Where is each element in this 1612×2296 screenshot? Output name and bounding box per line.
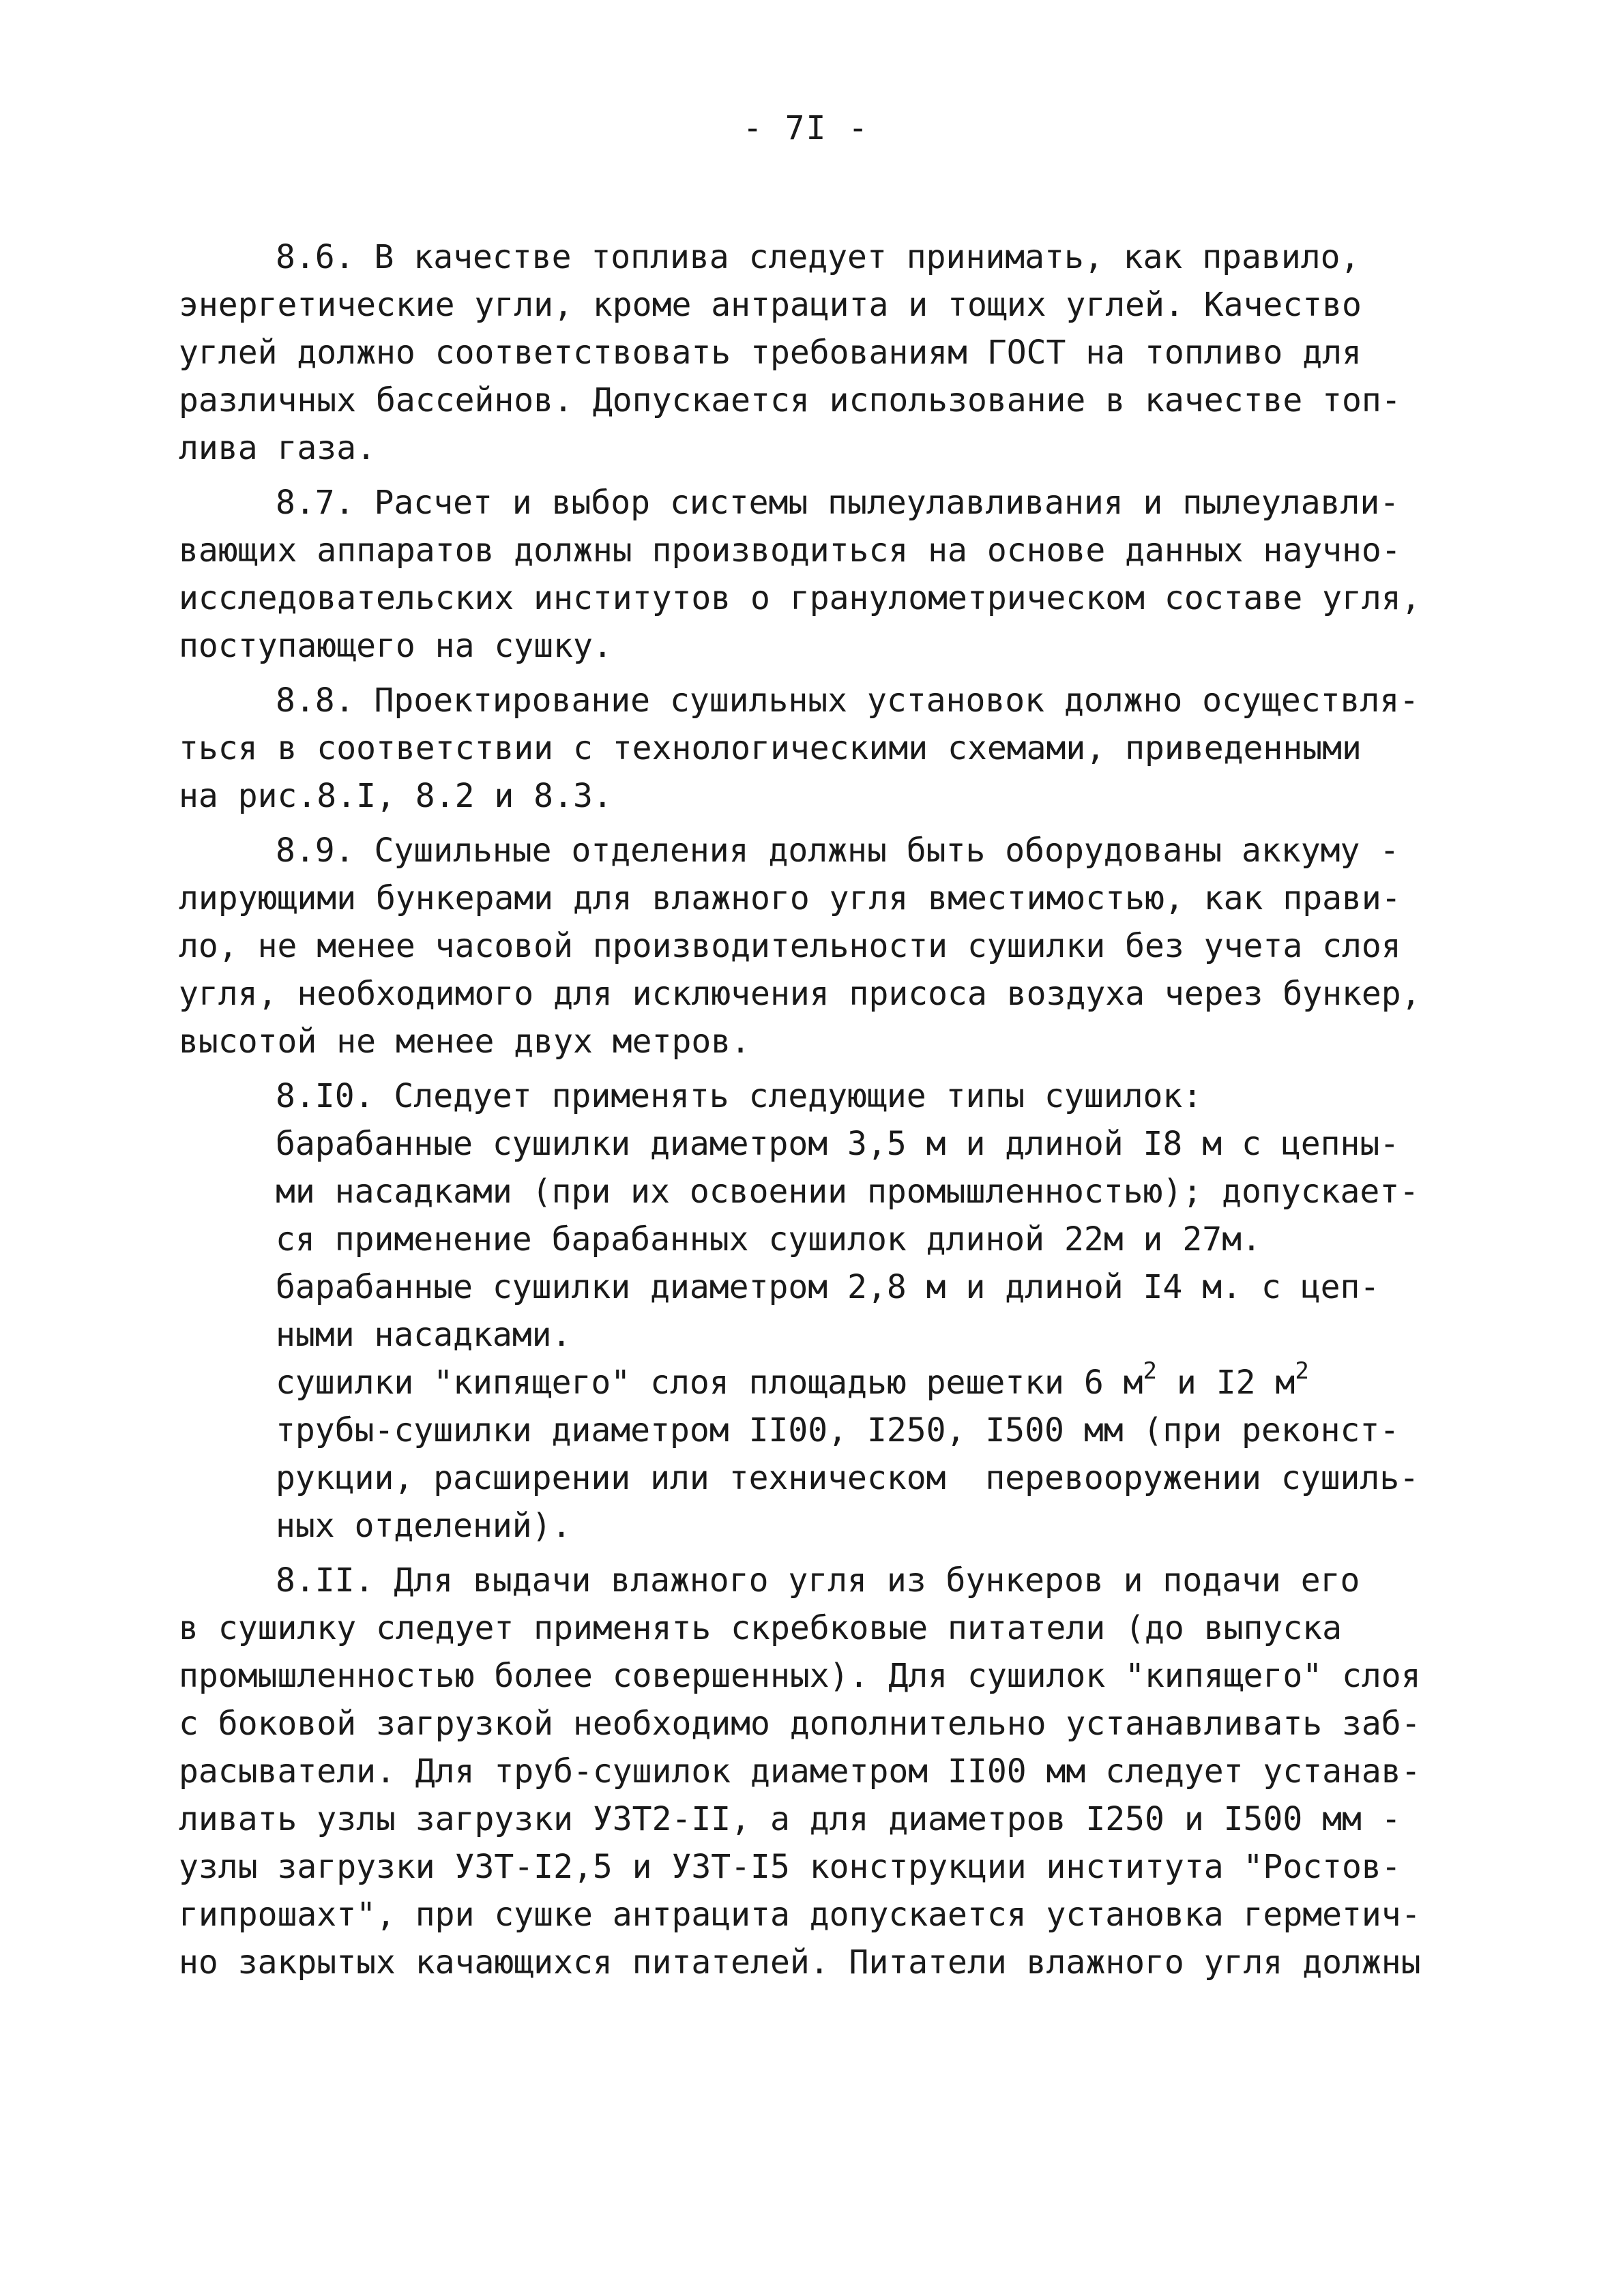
text-line: 8.7. Расчет и выбор системы пылеулавливания и пылеулавли- [276, 484, 1400, 522]
text-line: угля, необходимого для исключения присоса воздуха через бункер, [179, 975, 1421, 1013]
text-line: 8.8. Проектирование сушильных установок должно осуществля- [276, 681, 1420, 720]
text-line: ться в соответствии с технологическими схемами, приведенными [179, 729, 1362, 767]
text-line: ся применение барабанных сушилок длиной 22м и 27м. [276, 1220, 1261, 1259]
text-line: различных бассейнов. Допускается использование в качестве топ- [179, 381, 1401, 420]
text-line: барабанные сушилки диаметром 2,8 м и длиной I4 м. с цеп- [276, 1268, 1380, 1306]
page-number: - 7I - [742, 109, 870, 147]
text-line: трубы-сушилки диаметром II00, I250, I500 мм (при реконст- [276, 1411, 1400, 1449]
superscript: 2 [1295, 1357, 1309, 1385]
text-line: поступающего на сушку. [179, 627, 613, 665]
text-line: промышленностью более совершенных). Для сушилок "кипящего" слоя [179, 1657, 1421, 1695]
text-line: исследовательских институтов о гранулометрическом составе угля, [179, 579, 1421, 617]
text-line: узлы загрузки УЗТ-I2,5 и УЗТ-I5 конструкции института "Ростов- [179, 1848, 1401, 1886]
text-line: 8.II. Для выдачи влажного угля из бункеров и подачи его [276, 1561, 1360, 1600]
text-line: с боковой загрузкой необходимо дополнительно устанавливать заб- [179, 1705, 1421, 1743]
text-line: но закрытых качающихся питателей. Питатели влажного угля должны [179, 1943, 1421, 1982]
text-segment: сушилки "кипящего" слоя площадью решетки 6 м [276, 1364, 1143, 1402]
text-line: рукции, расширении или техническом перевооружении сушиль- [276, 1459, 1420, 1497]
text-line: 8.I0. Следует применять следующие типы сушилок: [276, 1077, 1203, 1115]
text-line: ливать узлы загрузки УЗТ2-II, а для диаметров I250 и I500 мм - [179, 1800, 1401, 1838]
text-segment: и I2 м [1157, 1364, 1295, 1402]
text-line: лирующими бункерами для влажного угля вместимостью, как прави- [179, 879, 1401, 917]
text-line: ло, не менее часовой производительности сушилки без учета слоя [179, 927, 1401, 965]
text-line: ми насадками (при их освоении промышленностью); допускает- [276, 1173, 1420, 1211]
text-line: вающих аппаратов должны производиться на основе данных научно- [179, 531, 1401, 570]
text-line: 8.9. Сушильные отделения должны быть оборудованы аккуму - [276, 831, 1400, 870]
text-line: гипрошахт", при сушке антрацита допускается установка герметич- [179, 1896, 1421, 1934]
text-line: ными насадками. [276, 1316, 572, 1354]
text-line: в сушилку следует применять скребковые питатели (до выпуска [179, 1609, 1343, 1647]
text-line: расыватели. Для труб-сушилок диаметром II00 мм следует устанав- [179, 1752, 1421, 1791]
text-line: 8.6. В качестве топлива следует принимать, как правило, [276, 238, 1360, 276]
text-line: высотой не менее двух метров. [179, 1022, 751, 1061]
text-line: энергетические угли, кроме антрацита и тощих углей. Качество [179, 286, 1362, 324]
text-line: на рис.8.I, 8.2 и 8.3. [179, 777, 613, 815]
text-line: ных отделений). [276, 1507, 572, 1545]
text-line: барабанные сушилки диаметром 3,5 м и длиной I8 м с цепны- [276, 1125, 1400, 1163]
superscript: 2 [1143, 1357, 1158, 1385]
text-line: лива газа. [179, 429, 376, 467]
text-line [276, 1359, 1309, 1407]
text-line: углей должно соответствовать требованиям ГОСТ на топливо для [179, 334, 1362, 372]
